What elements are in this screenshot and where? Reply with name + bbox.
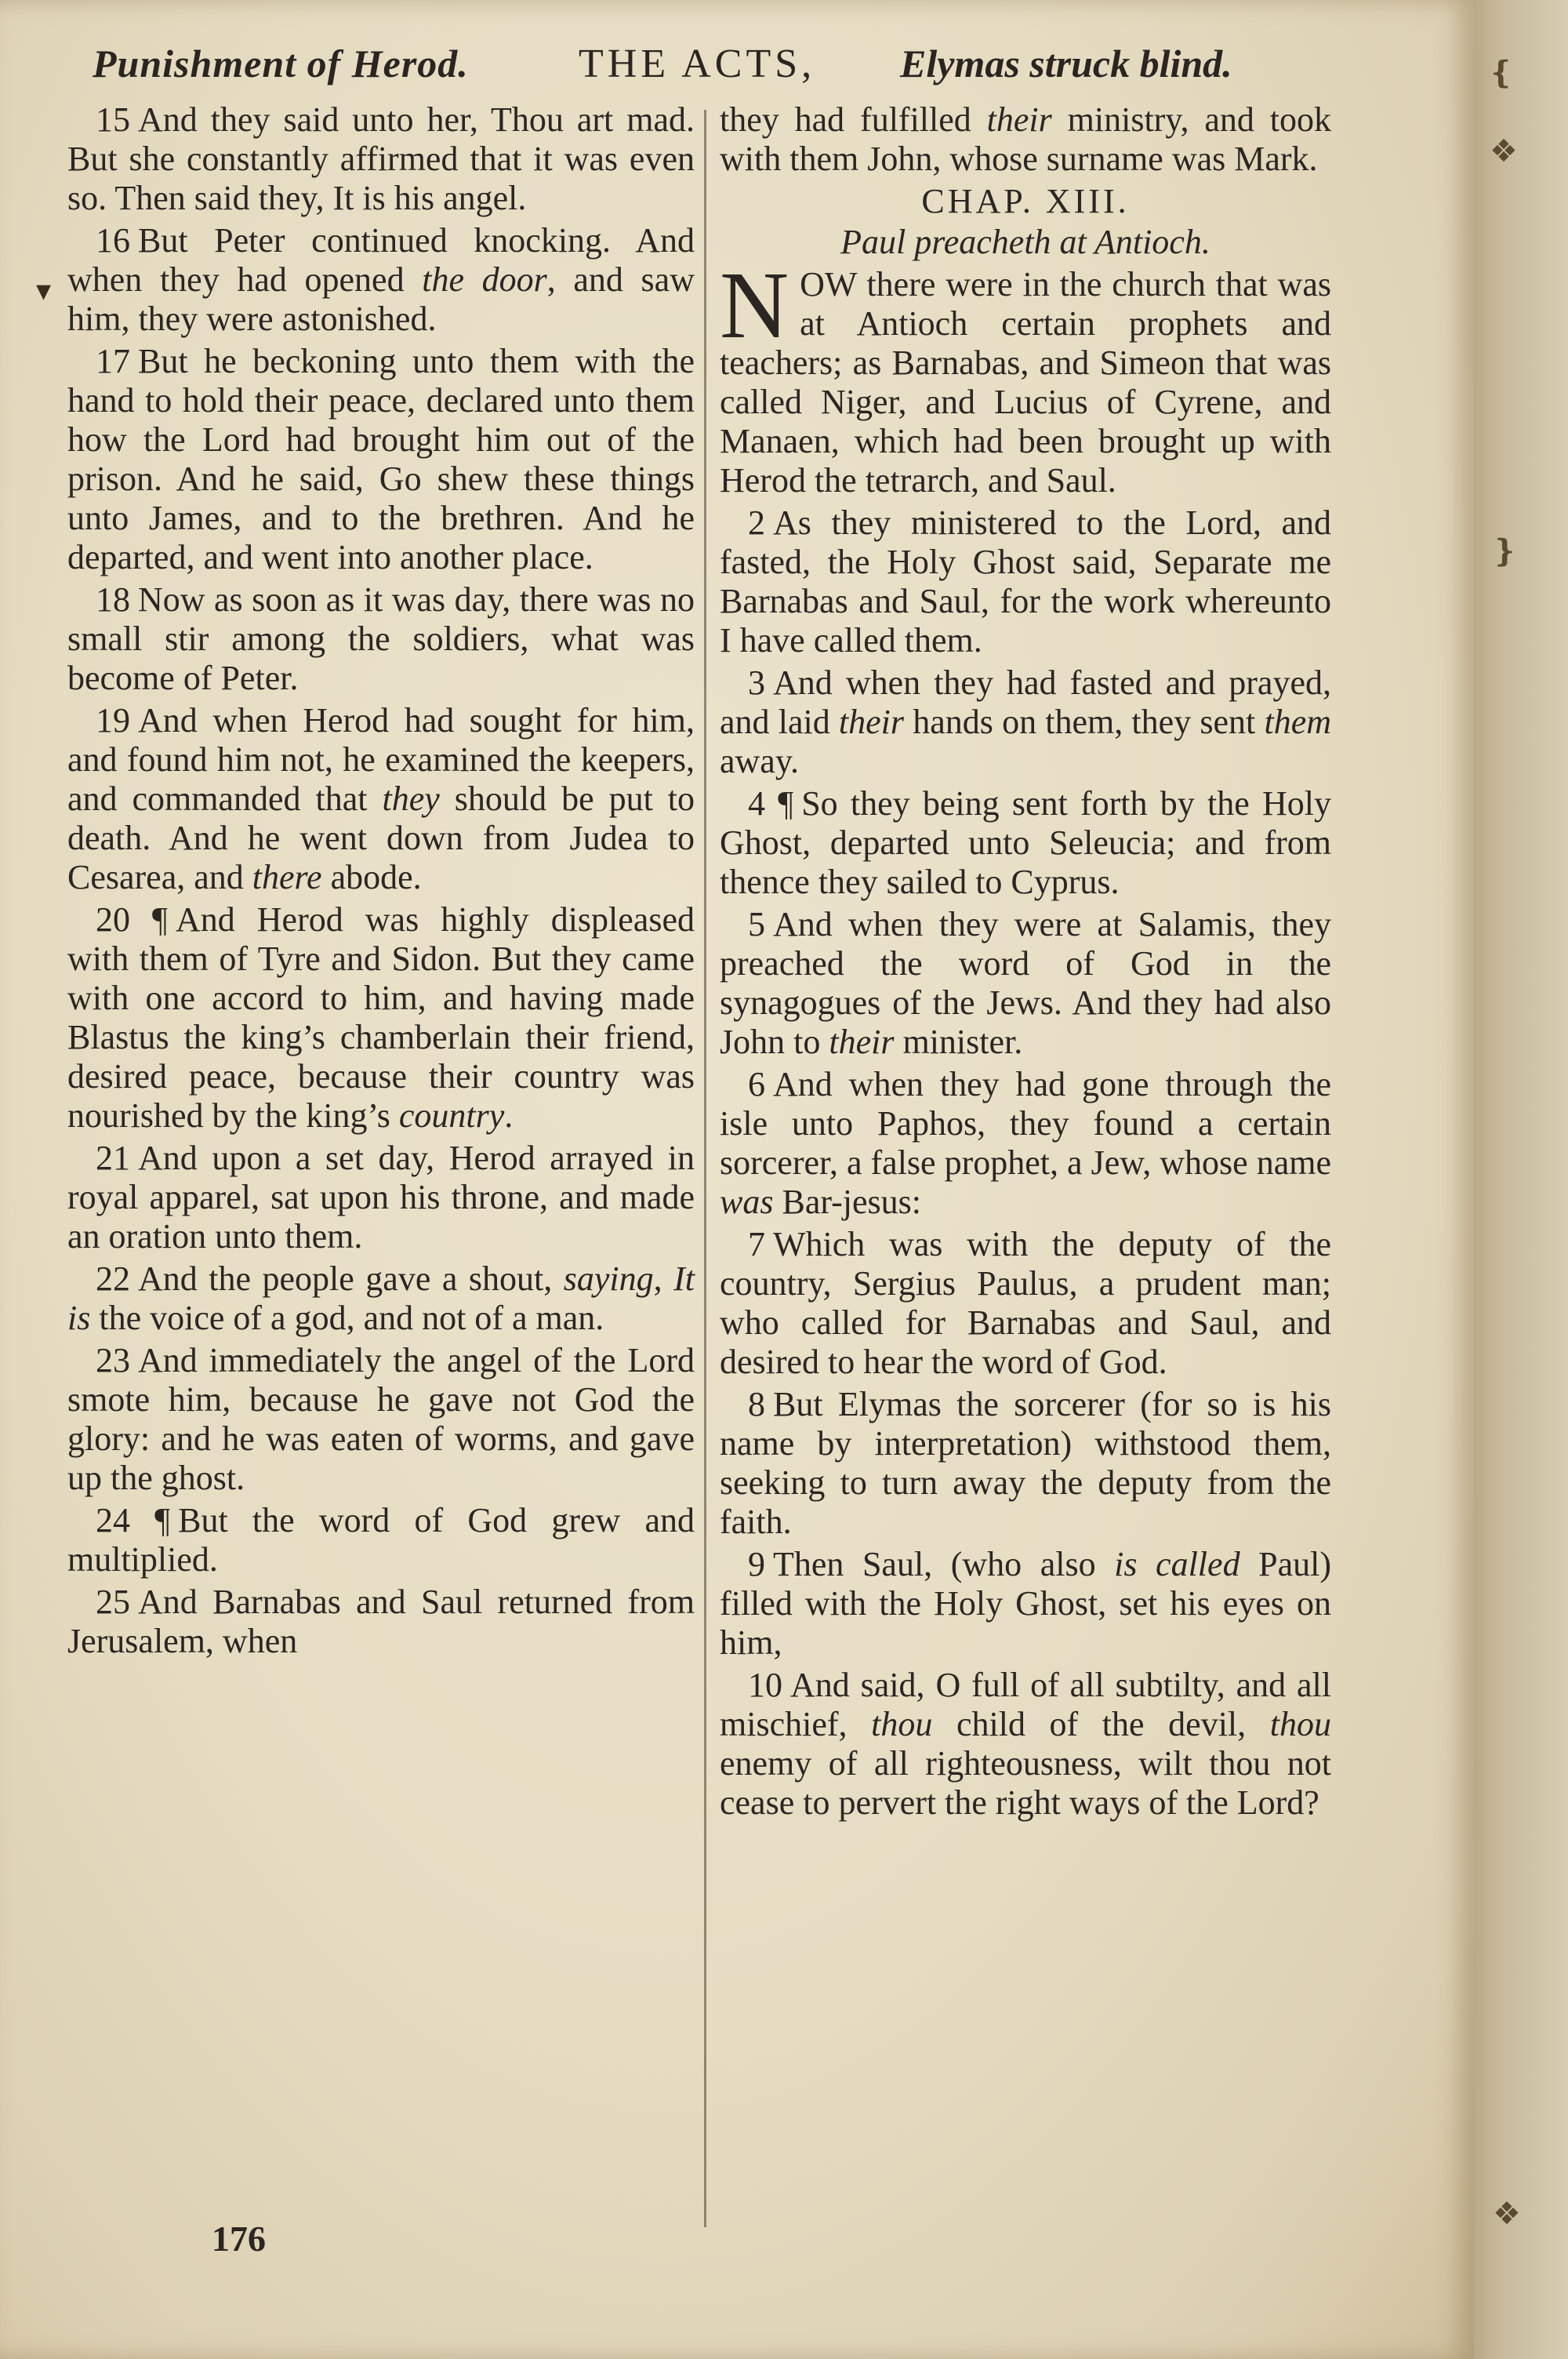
- first-verse-text: OW there were in the church that was at Antioch certain prophets and teachers; as Barnabas, and Simeon that was called Niger, and Lucius of Cyrene, and Manaen, which had been brought up with Herod the tetrarch, and Saul.: [720, 265, 1331, 500]
- edge-ornament-icon: ❖: [1493, 2196, 1521, 2232]
- verse-text: So they being sent forth by the Holy Ghost, departed unto Seleucia; and from thence they sailed to Cyprus.: [720, 784, 1332, 901]
- verse-text: they had fulfilled: [720, 100, 987, 139]
- running-head: [93, 41, 1347, 96]
- running-head-left: Punishment of Herod.: [93, 42, 469, 85]
- verse: [720, 905, 1331, 1062]
- verse: [67, 1583, 695, 1661]
- verse-number: 23: [96, 1341, 130, 1379]
- verse-number: 15: [96, 100, 130, 139]
- verse-text: away.: [720, 742, 799, 780]
- drop-cap: N: [720, 253, 789, 358]
- italic-text: there: [252, 858, 322, 896]
- verse-continuation: [720, 100, 1331, 179]
- verse: [720, 1666, 1331, 1823]
- margin-pointer-mark: ▾: [36, 274, 52, 307]
- verse-text: Bar-jesus:: [773, 1183, 922, 1221]
- verse-number: 2: [748, 503, 765, 542]
- edge-ornament-icon: ❖: [1490, 133, 1518, 169]
- verse-text: And Barnabas and Saul returned from Jerusalem, when: [67, 1583, 695, 1660]
- verse: [67, 1259, 695, 1338]
- verse-text: And immediately the angel of the Lord smote him, because he gave not God the glory: and he was eaten of worms, and gave up the ghost.: [67, 1341, 695, 1497]
- verse-number: 18: [96, 580, 130, 619]
- verse-text: should be put to death. And he went down from Judea to Cesarea, and: [67, 780, 695, 896]
- verse: [67, 701, 695, 897]
- verse-text: child of the devil,: [932, 1705, 1270, 1743]
- italic-text: they: [382, 780, 440, 818]
- verse-text: the voice of a god, and not of a man.: [90, 1299, 604, 1337]
- verse: [720, 1065, 1331, 1222]
- verse-text: Now as soon as it was day, there was no small stir among the soldiers, what was become of Peter.: [67, 580, 695, 697]
- verse-text: And when Herod had sought for him, and found him not, he examined the keepers, and commanded that: [67, 701, 695, 818]
- chapter-summary: Paul preacheth at Antioch.: [840, 223, 1210, 261]
- verse: [67, 1139, 695, 1256]
- verse-number: 20 ¶: [96, 900, 168, 939]
- verse: [67, 1501, 695, 1579]
- verse-number: 24 ¶: [96, 1501, 171, 1539]
- verse-number: 17: [96, 342, 130, 380]
- verse-text: And Herod was highly displeased with them of Tyre and Sidon. But they came with one accord to him, and having made Blastus the king’s chamberlain their friend, desired peace, because their country was nourished by the king’s: [67, 900, 695, 1135]
- verse: [720, 663, 1331, 781]
- verse-text: And when they were at Salamis, they preached the word of God in the synagogues of the Jews. And they had also John to: [720, 905, 1331, 1061]
- page-number: 176: [212, 2219, 266, 2259]
- italic-text: their: [986, 100, 1052, 139]
- verse-number: 19: [96, 701, 130, 740]
- verse-number: 8: [748, 1385, 765, 1423]
- verse: [67, 900, 695, 1136]
- verse-number: 16: [96, 221, 130, 260]
- verse-text: But Peter continued knocking. And when they had opened: [67, 221, 695, 299]
- verse: [67, 580, 695, 698]
- edge-bracket-icon: ❵: [1491, 533, 1518, 569]
- verse-number: 3: [748, 663, 765, 702]
- verse-text: But the word of God grew and multiplied.: [67, 1501, 695, 1579]
- italic-text: It is: [67, 1259, 695, 1337]
- italic-text: them: [1264, 703, 1331, 741]
- verse: [720, 784, 1331, 902]
- verse: [67, 100, 695, 218]
- verse-number: 9: [748, 1545, 765, 1583]
- italic-text: is called: [1114, 1545, 1240, 1583]
- chapter-heading: CHAP. XIII.: [921, 182, 1130, 220]
- verse-number: 5: [748, 905, 765, 943]
- verse-text: ministry, and took with them John, whose surname was Mark.: [720, 100, 1331, 178]
- verse-text: hands on them, they sent: [904, 703, 1265, 741]
- verse-text: And said, O full of all subtilty, and all mischief,: [720, 1666, 1331, 1743]
- italic-text: thou: [1269, 1705, 1331, 1743]
- verse-text: Which was with the deputy of the country, Sergius Paulus, a prudent man; who called for Barnabas and Saul, and desired to hear the word of God.: [720, 1225, 1331, 1381]
- verse: [720, 1385, 1331, 1542]
- verse-number: 10: [748, 1666, 782, 1704]
- running-head-book-title: THE ACTS,: [579, 42, 816, 86]
- running-head-right: Elymas struck blind.: [900, 42, 1232, 85]
- page-edge: [1474, 0, 1568, 2359]
- verse: [720, 1545, 1331, 1663]
- verse-text: Paul) filled with the Holy Ghost, set his eyes on him,: [720, 1545, 1332, 1662]
- right-column: [720, 100, 1331, 1826]
- column-rule: [704, 110, 706, 2227]
- italic-text: their: [838, 703, 905, 741]
- verse-text: minister.: [894, 1023, 1023, 1061]
- verse-text: And they said unto her, Thou art mad. But she constantly affirmed that it was even so. Then said they, It is his angel.: [67, 100, 695, 217]
- verse-number: 7: [748, 1225, 765, 1263]
- left-column: [67, 100, 695, 1664]
- italic-text: country: [398, 1096, 505, 1135]
- verse-text: But Elymas the sorcerer (for so is his name by interpretation) withstood them, seeking to turn away the deputy from the faith.: [720, 1385, 1331, 1541]
- verse-number: 22: [96, 1259, 130, 1298]
- verse: [67, 342, 695, 577]
- verse-text: , and saw him, they were astonished.: [67, 260, 695, 338]
- verse-text: .: [504, 1096, 514, 1135]
- verse-number: 6: [748, 1065, 765, 1103]
- italic-text: the door: [422, 260, 547, 299]
- verse-text: And upon a set day, Herod arrayed in royal apparel, sat upon his throne, and made an oration unto them.: [67, 1139, 695, 1256]
- verse-number: 4 ¶: [748, 784, 794, 823]
- verse-text: And when they had gone through the isle unto Paphos, they found a certain sorcerer, a false prophet, a Jew, whose name: [720, 1065, 1331, 1182]
- verse-text: Then Saul, (who also: [773, 1545, 1115, 1583]
- right-verses: [720, 503, 1331, 1823]
- italic-text: their: [829, 1023, 895, 1061]
- verse-number: 21: [96, 1139, 130, 1177]
- verse-text: And the people gave a shout,: [138, 1259, 564, 1298]
- chapter-first-verse: [720, 253, 1331, 500]
- verse-text: enemy of all righteousness, wilt thou not cease to pervert the right ways of the Lord?: [720, 1744, 1331, 1822]
- verse: [67, 1341, 695, 1498]
- verse-text: As they ministered to the Lord, and fasted, the Holy Ghost said, Separate me Barnabas and Saul, for the work whereunto I have called them.: [720, 503, 1331, 660]
- edge-bracket-icon: ❴: [1488, 55, 1515, 91]
- italic-text: saying: [563, 1259, 654, 1298]
- verse-text: And when they had fasted and prayed, and laid: [720, 663, 1331, 741]
- verse-text: ,: [653, 1259, 674, 1298]
- verse: [720, 1225, 1331, 1382]
- italic-text: was: [720, 1183, 774, 1221]
- verse-number: 25: [96, 1583, 130, 1621]
- verse-text: But he beckoning unto them with the hand to hold their peace, declared unto them how the Lord had brought him out of the prison. And he said, Go shew these things unto James, and to the brethren. And he departed, and went into another place.: [67, 342, 695, 576]
- italic-text: thou: [871, 1705, 933, 1743]
- verse: [720, 503, 1331, 660]
- verse-text: abode.: [321, 858, 422, 896]
- verse: [67, 221, 695, 339]
